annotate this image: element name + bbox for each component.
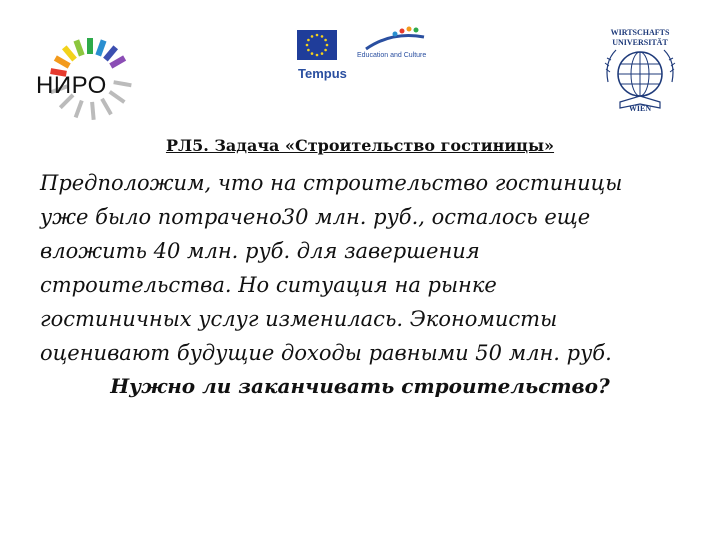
problem-line: строительства. Но ситуация на рынке xyxy=(40,273,497,297)
problem-line: гостиничных услуг изменилась. Экономисты xyxy=(40,307,558,331)
problem-line: оценивают будущие доходы равными 50 млн. руб. xyxy=(40,341,612,365)
niro-logo xyxy=(28,30,140,126)
problem-line: уже было потрачено30 млн. руб., осталось еще xyxy=(40,205,591,229)
education-culture-caption: Education and Culture xyxy=(357,52,427,59)
problem-line: вложить 40 млн. руб. для завершения xyxy=(40,239,480,263)
eu-flag-icon xyxy=(297,30,337,60)
wu-logo-line-1: WIRTSCHAFTS xyxy=(610,28,670,37)
problem-line: Предположим, что на строительство гостиницы xyxy=(40,171,623,195)
wu-logo-line-2: UNIVERSITÄT xyxy=(612,38,668,47)
tempus-logo-text: Tempus xyxy=(298,66,347,81)
wu-logo-city: WIEN xyxy=(628,104,652,113)
niro-logo-text: НИРО xyxy=(36,72,107,99)
question-text: Нужно ли заканчивать строительство? xyxy=(110,374,610,398)
eu-flag-logo xyxy=(297,30,337,60)
slide-title: РЛ5. Задача «Строительство гостиницы» xyxy=(165,136,555,155)
problem-statement xyxy=(40,166,690,370)
